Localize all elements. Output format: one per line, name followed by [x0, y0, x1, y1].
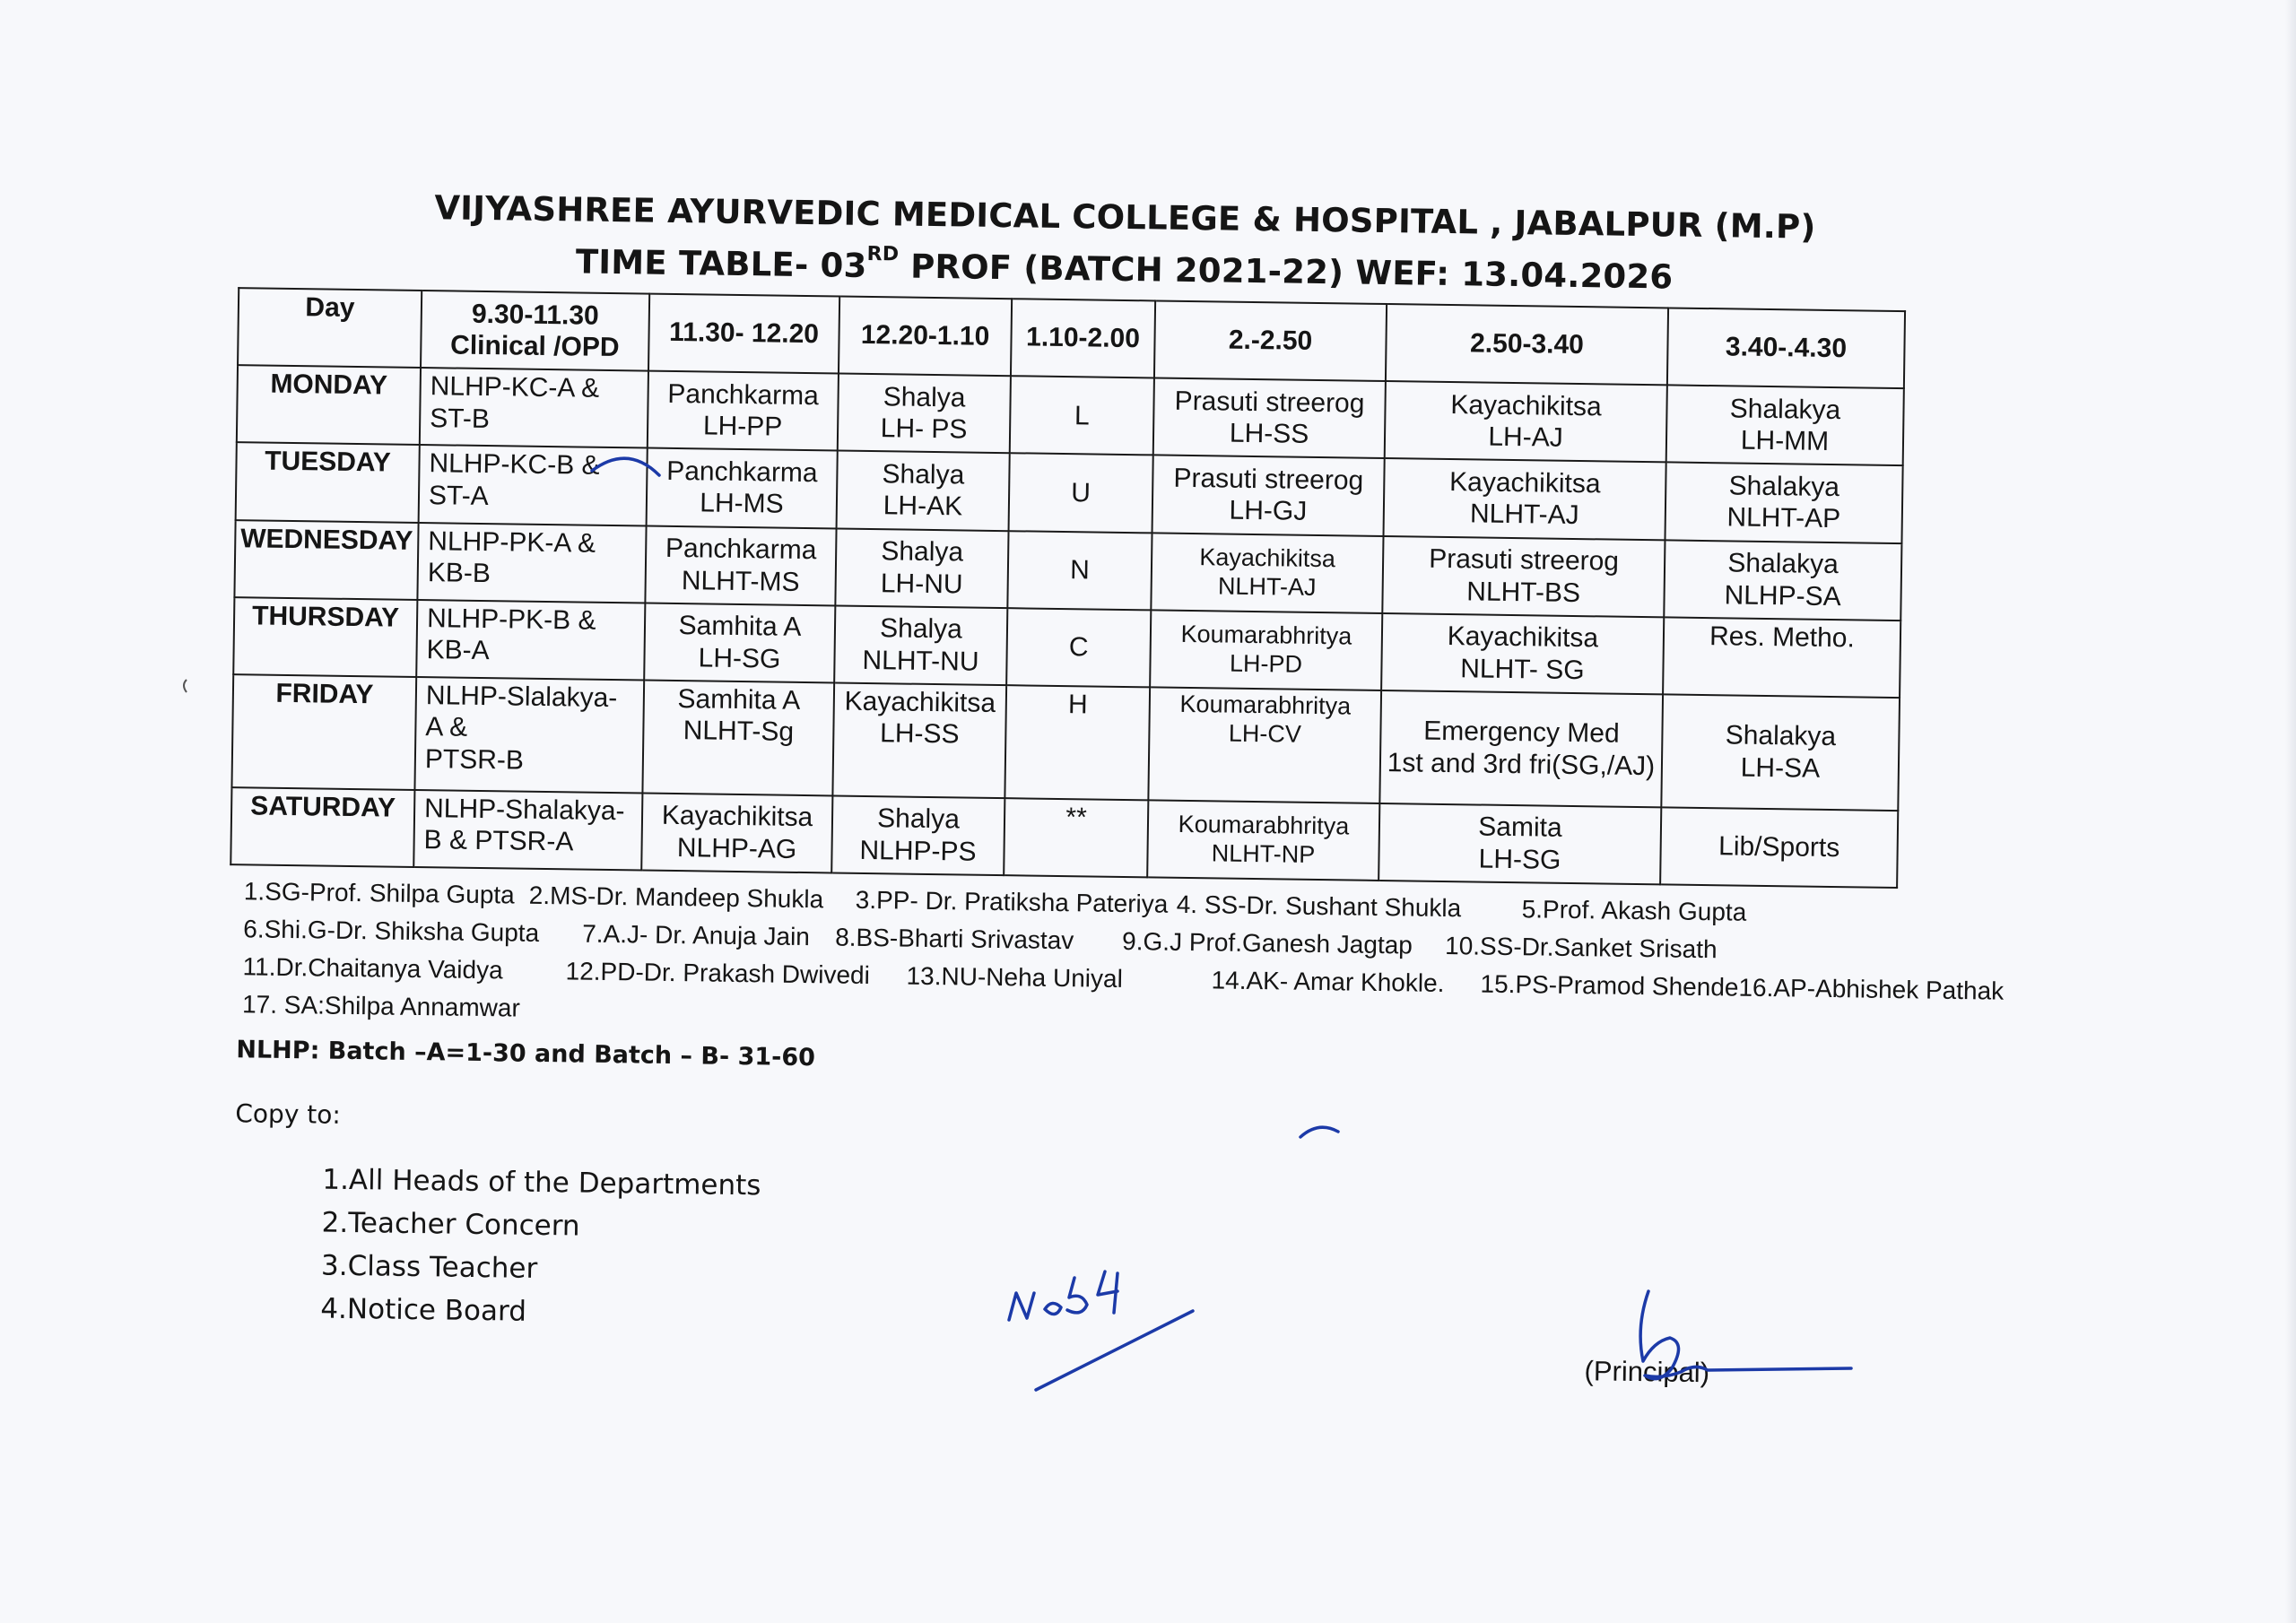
signature-label: (Principal) [1584, 1355, 1710, 1389]
legend-item: 15.PS-Pramod Shende16.AP-Abhishek Pathak [1480, 969, 2005, 1005]
cell-text: NLHP-SA [1724, 579, 1841, 612]
header-slot-6: 2.50-3.40 [1386, 304, 1668, 386]
legend-item: 14.AK- Amar Khokle. [1211, 966, 1445, 998]
cell-text: ST-B [430, 403, 491, 434]
legend-item: 6.Shi.G-Dr. Shiksha Gupta [243, 915, 540, 947]
cell-text: NLHT- SG [1460, 653, 1585, 685]
margin-mark [184, 680, 187, 692]
college-title: VIJYASHREE AYURVEDIC MEDICAL COLLEGE & HOSPITAL , JABALPUR (M.P) [434, 188, 1816, 247]
cell-text: Shalakya [1729, 394, 1841, 425]
legend-item: 7.A.J- Dr. Anuja Jain [582, 919, 811, 951]
legend-item: 11.Dr.Chaitanya Vaidya [242, 952, 503, 985]
cell-text: Prasuti streerog [1173, 463, 1364, 496]
cell-text: A & [425, 712, 468, 743]
cell-text: LH- PS [880, 413, 968, 445]
legend-item: 3.PP- Dr. Pratiksha Pateriya [855, 885, 1169, 918]
legend-item: 17. SA:Shilpa Annamwar [241, 990, 521, 1022]
cell-text: NLHT-NP [1211, 839, 1316, 868]
timetable-title-prefix: TIME TABLE- 03 [575, 242, 867, 285]
recipient-item: 1.All Heads of the Departments [322, 1163, 761, 1202]
cell-text: LH-NU [880, 568, 963, 600]
lunch-cell: ** [1004, 798, 1148, 877]
cell-text: Shalakya [1727, 548, 1839, 580]
legend-item: 1.SG-Prof. Shilpa Gupta [243, 877, 515, 909]
day-cell: SATURDAY [230, 787, 414, 867]
cell-text: NLHT-Sg [683, 716, 795, 748]
cell-text: LH-SS [1229, 418, 1309, 450]
cell-text: LH-AJ [1488, 421, 1563, 454]
cell-text: Kayachikitsa [844, 686, 996, 718]
cell-text: LH-CV [1228, 719, 1302, 748]
header-slot-7: 3.40-.4.30 [1667, 308, 1905, 388]
day-cell: WEDNESDAY [234, 520, 418, 600]
cell-text: Kayachikitsa [1199, 542, 1336, 573]
cell-text: Samita [1478, 812, 1562, 844]
legend-item: 9.G.J Prof.Ganesh Jagtap [1121, 926, 1413, 959]
cell-text: Kayachikitsa [661, 801, 813, 833]
batch-note: NLHP: Batch –A=1-30 and Batch – B- 31-60 [236, 1036, 816, 1072]
cell-text: Shalakya [1725, 720, 1837, 752]
lunch-cell: U [1009, 454, 1153, 533]
cell-text: NLHP-AG [676, 832, 797, 864]
header-slot-3: 12.20-1.10 [839, 297, 1012, 377]
cell-text: LH-SA [1740, 752, 1821, 784]
cell-text: NLHP-Shalakya- [423, 793, 625, 826]
cell-text: LH-GJ [1229, 496, 1308, 527]
legend-item: 4. SS-Dr. Sushant Shukla [1176, 890, 1462, 923]
lunch-cell: H [1004, 685, 1150, 800]
legend-item: 5.Prof. Akash Gupta [1521, 895, 1747, 926]
header-day: Day [238, 288, 422, 368]
legend-item: 2.MS-Dr. Mandeep Shukla [528, 881, 824, 914]
cell-text: LH-PD [1229, 649, 1303, 678]
cell-text: LH-PP [702, 411, 783, 442]
recipient-item: 3.Class Teacher [320, 1249, 538, 1285]
cell-text: NLHT-AJ [1217, 572, 1317, 601]
timetable-title-superscript: RD [866, 242, 900, 266]
legend-item: 8.BS-Bharti Srivastav [834, 923, 1074, 955]
lunch-cell: N [1007, 531, 1152, 610]
timetable-title-suffix: PROF (BATCH 2021-22) WEF: 13.04.2026 [898, 247, 1674, 297]
cell-text: Samhita A [678, 611, 802, 643]
pen-mark [592, 458, 659, 475]
cell-text: Prasuti streerog [1174, 386, 1365, 419]
pen-mark [1300, 1127, 1338, 1137]
cell-text: NLHT-AP [1726, 502, 1841, 534]
day-cell: THURSDAY [233, 597, 417, 677]
cell-text: Shalya [879, 613, 963, 645]
cell-text: Shalya [881, 536, 964, 568]
cell-text: Lib/Sports [1718, 831, 1840, 864]
pen-underline [1036, 1311, 1193, 1390]
cell-text: Koumarabhritya [1178, 810, 1350, 840]
copy-to-label: Copy to: [235, 1098, 342, 1130]
header-slot-2: 11.30- 12.20 [648, 294, 839, 374]
day-cell: TUESDAY [236, 442, 420, 522]
cell-text: LH-SS [879, 718, 960, 750]
cell-text: Res. Metho. [1709, 621, 1856, 654]
cell-text: Emergency Med [1423, 716, 1620, 750]
cell-text: LH-SG [698, 643, 781, 674]
cell-text: Koumarabhritya [1180, 620, 1352, 650]
legend-item: 12.PD-Dr. Prakash Dwivedi [565, 957, 871, 990]
header-slot-5: 2.-2.50 [1154, 300, 1387, 381]
cell-text: B & PTSR-A [423, 825, 574, 857]
lunch-cell: L [1010, 376, 1154, 455]
cell-text: LH-SG [1478, 844, 1561, 875]
cell-text: Shalya [883, 382, 966, 413]
cell-text: Kayachikitsa [1450, 389, 1602, 422]
recipient-item: 2.Teacher Concern [321, 1206, 580, 1243]
cell-text: Shalakya [1728, 471, 1840, 503]
recipient-item: 4.Notice Board [320, 1292, 527, 1328]
cell-text: Prasuti streerog [1429, 543, 1620, 577]
cell-text: Koumarabhritya [1179, 690, 1352, 720]
header-slot-1-time: 9.30-11.30 [471, 299, 599, 331]
cell-text: NLHP-Slalakya- [425, 680, 618, 713]
cell-text: Kayachikitsa [1447, 621, 1599, 654]
cell-text: KB-A [426, 635, 490, 666]
cell-text: NLHT-BS [1466, 576, 1581, 608]
cell-text: NLHP-PK-B & [426, 603, 596, 636]
principal-signature [1640, 1291, 1851, 1379]
cell-text: NLHP-PS [859, 835, 977, 867]
cell-text: LH-AK [883, 490, 963, 522]
cell-text: PTSR-B [424, 743, 525, 776]
cell-text: NLHT-AJ [1469, 499, 1579, 531]
cell-text: LH-MM [1740, 425, 1830, 457]
day-cell: FRIDAY [231, 674, 416, 790]
header-slot-4: 1.10-2.00 [1011, 299, 1155, 378]
cell-text: NLHT-MS [681, 565, 800, 597]
cell-text: Panchkarma [665, 456, 818, 489]
cell-text: Shalya [876, 803, 961, 835]
cell-text: Shalya [882, 459, 965, 490]
cell-text: Panchkarma [665, 534, 817, 566]
header-slot-1-label: Clinical /OPD [449, 330, 620, 363]
cell-text: 1st and 3rd fri(SG,/AJ) [1387, 747, 1656, 782]
day-cell: MONDAY [237, 365, 421, 445]
cell-text: Panchkarma [667, 378, 820, 412]
cell-text: KB-B [427, 558, 491, 589]
cell-text: LH-MS [700, 488, 784, 520]
lunch-cell: C [1006, 608, 1151, 687]
cell-text: NLHT-NU [862, 645, 979, 677]
cell-text: ST-A [428, 480, 489, 511]
cell-text: NLHP-KC-A & [430, 371, 600, 404]
handwritten-number [1009, 1271, 1118, 1320]
legend-item: 13.NU-Neha Uniyal [906, 961, 1124, 994]
cell-text: Kayachikitsa [1448, 467, 1601, 499]
cell-text: NLHP-KC-B & [429, 448, 600, 482]
cell-text: Samhita A [677, 683, 801, 716]
legend-item: 10.SS-Dr.Sanket Srisath [1444, 932, 1718, 964]
cell-text: NLHP-PK-A & [428, 525, 596, 559]
